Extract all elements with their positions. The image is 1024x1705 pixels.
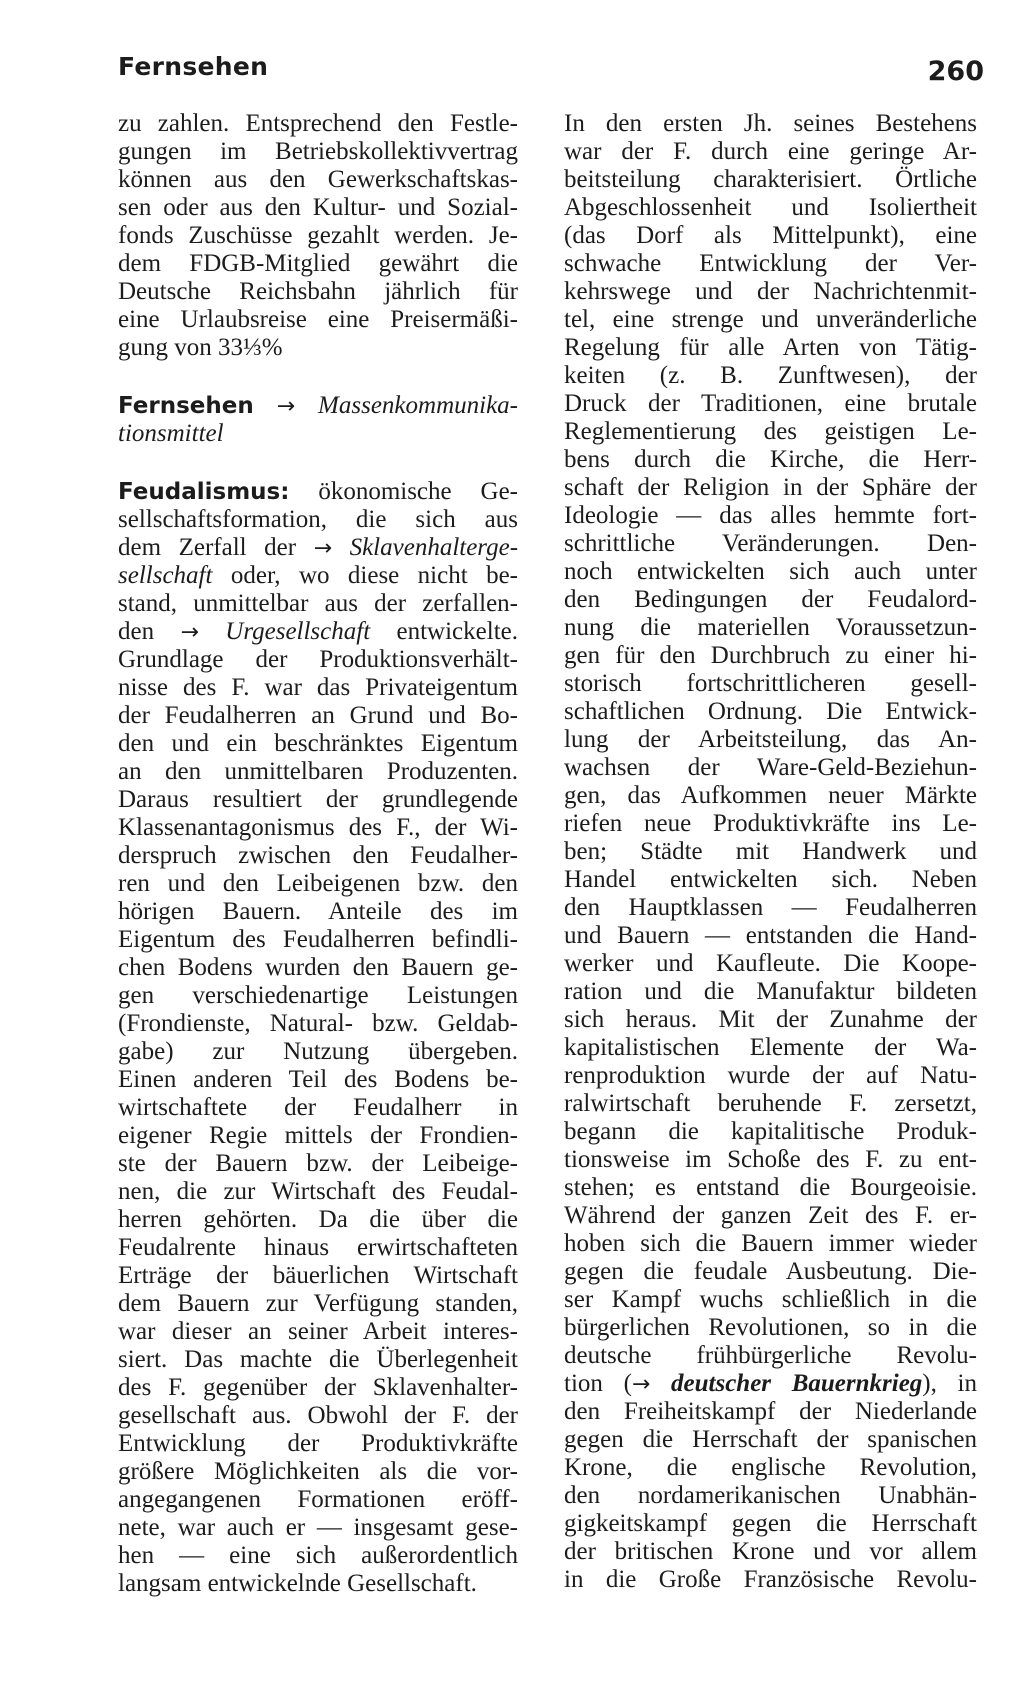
text-line: und Bauern — entstanden die Hand- bbox=[564, 922, 977, 949]
text-line: Daraus resultiert der grundlegende bbox=[118, 786, 518, 813]
entry-line bbox=[118, 478, 518, 506]
text-line: storisch fortschrittlicheren gesell- bbox=[564, 670, 977, 697]
text-line: beitsteilung charakterisiert. Örtliche bbox=[564, 166, 977, 193]
text-line: stand, unmittelbar aus der zerfallen- bbox=[118, 590, 518, 617]
text-line: ren und den Leibeigenen bzw. den bbox=[118, 870, 518, 897]
text-line: Entwicklung der Produktivkräfte bbox=[118, 1430, 518, 1457]
entry-line bbox=[564, 1370, 977, 1398]
text-line: kehrswege und der Nachrichtenmit- bbox=[564, 278, 977, 305]
text-line: größere Möglichkeiten als die vor- bbox=[118, 1458, 518, 1485]
text-line: gesellschaft aus. Obwohl der F. der bbox=[118, 1402, 518, 1429]
text-line: Erträge der bäuerlichen Wirtschaft bbox=[118, 1262, 518, 1289]
text-line: (das Dorf als Mittelpunkt), eine bbox=[564, 222, 977, 249]
text-line: schaft der Religion in der Sphäre der bbox=[564, 474, 977, 501]
entry-feudalismus bbox=[118, 478, 518, 1598]
text-line: ration und die Manufaktur bildeten bbox=[564, 978, 977, 1005]
text-line: eine Urlaubsreise eine Preisermäßi- bbox=[118, 306, 518, 333]
text-line: den Bedingungen der Feudalord- bbox=[564, 586, 977, 613]
text-line: wirtschaftete der Feudalherr in bbox=[118, 1094, 518, 1121]
text-line: den nordamerikanischen Unabhän- bbox=[564, 1482, 977, 1509]
right-column bbox=[564, 110, 977, 1594]
text-line: siert. Das machte die Überlegenheit bbox=[118, 1346, 518, 1373]
text-line: kapitalistischen Elemente der Wa- bbox=[564, 1034, 977, 1061]
text-line: Während der ganzen Zeit des F. er- bbox=[564, 1202, 977, 1229]
text-line: Einen anderen Teil des Bodens be- bbox=[118, 1066, 518, 1093]
text-line: eigener Regie mittels der Frondien- bbox=[118, 1122, 518, 1149]
entry-headword: Fernsehen bbox=[118, 393, 254, 419]
text-line: hoben sich die Bauern immer wieder bbox=[564, 1230, 977, 1257]
text-line: fonds Zuschüsse gezahlt werden. Je- bbox=[118, 222, 518, 249]
continuation-paragraph bbox=[564, 110, 977, 1370]
text-line: tionsweise im Schoße des F. zu ent- bbox=[564, 1146, 977, 1173]
running-head: Fernsehen bbox=[118, 52, 269, 81]
entry-line bbox=[118, 562, 518, 590]
cross-reference-link[interactable]: deutscher Bauernkrieg bbox=[671, 1370, 923, 1397]
text-line: derspruch zwischen den Feudalher- bbox=[118, 842, 518, 869]
text-fragment: dem Zerfall der bbox=[118, 534, 297, 561]
cross-reference-arrow-icon: → bbox=[631, 1372, 651, 1397]
text-line: langsam entwickelnde Gesellschaft. bbox=[118, 1570, 477, 1597]
text-line: Ideologie — das alles hemmte fort- bbox=[564, 502, 977, 529]
text-line: sellschaftsformation, die sich aus bbox=[118, 506, 518, 533]
text-line: gabe) zur Nutzung übergeben. bbox=[118, 1038, 518, 1065]
text-line: der britischen Krone und vor allem bbox=[564, 1538, 977, 1565]
text-line: dem Bauern zur Verfügung standen, bbox=[118, 1290, 518, 1317]
cross-reference-link[interactable]: sellschaft bbox=[118, 562, 213, 589]
text-line: renproduktion wurde der auf Natu- bbox=[564, 1062, 977, 1089]
entry-line bbox=[118, 618, 518, 646]
entry-line bbox=[118, 534, 518, 562]
text-line: gungen im Betriebskollektivvertrag bbox=[118, 138, 518, 165]
text-fragment: entwickelte. bbox=[396, 618, 518, 645]
continuation-paragraph bbox=[564, 1398, 977, 1594]
cross-reference-link[interactable]: Massenkommunika- bbox=[318, 392, 518, 419]
text-line: Klassenantagonismus des F., der Wi- bbox=[118, 814, 518, 841]
text-line: Handel entwickelten sich. Neben bbox=[564, 866, 977, 893]
text-fragment: ökonomische Ge- bbox=[318, 478, 518, 505]
text-line: chen Bodens wurden den Bauern ge- bbox=[118, 954, 518, 981]
text-line: hörigen Bauern. Anteile des im bbox=[118, 898, 518, 925]
text-line: gegen die Herrschaft der spanischen bbox=[564, 1426, 977, 1453]
text-line: gen verschiedenartige Leistungen bbox=[118, 982, 518, 1009]
text-line: deutsche frühbürgerliche Revolu- bbox=[564, 1342, 977, 1369]
page-number: 260 bbox=[927, 56, 984, 87]
text-line: Feudalrente hinaus erwirtschafteten bbox=[118, 1234, 518, 1261]
text-line: nung die materiellen Voraussetzun- bbox=[564, 614, 977, 641]
text-line: hen — eine sich außerordentlich bbox=[118, 1542, 518, 1569]
text-line: sich heraus. Mit der Zunahme der bbox=[564, 1006, 977, 1033]
text-line: Abgeschlossenheit und Isoliertheit bbox=[564, 194, 977, 221]
text-line: der Feudalherren an Grund und Bo- bbox=[118, 702, 518, 729]
text-line: schwache Entwicklung der Ver- bbox=[564, 250, 977, 277]
entry-headword: Feudalismus: bbox=[118, 479, 290, 505]
text-fragment: den bbox=[118, 618, 155, 645]
text-line: bens durch die Kirche, die Herr- bbox=[564, 446, 977, 473]
left-column bbox=[118, 110, 518, 1598]
text-line: lung der Arbeitsteilung, das An- bbox=[564, 726, 977, 753]
text-line: gen für den Durchbruch zu einer hi- bbox=[564, 642, 977, 669]
text-line: war der F. durch eine geringe Ar- bbox=[564, 138, 977, 165]
text-line: Krone, die englische Revolution, bbox=[564, 1454, 977, 1481]
text-line: keiten (z. B. Zunftwesen), der bbox=[564, 362, 977, 389]
text-line: In den ersten Jh. seines Bestehens bbox=[564, 110, 977, 137]
entry-line bbox=[118, 392, 518, 420]
text-fragment: tion ( bbox=[564, 1370, 632, 1397]
text-line: schaftlichen Ordnung. Die Entwick- bbox=[564, 698, 977, 725]
cross-reference-arrow-icon: → bbox=[276, 394, 296, 419]
text-line: werker und Kaufleute. Die Koope- bbox=[564, 950, 977, 977]
text-line: den Hauptklassen — Feudalherren bbox=[564, 894, 977, 921]
text-line: sen oder aus den Kultur- und Sozial- bbox=[118, 194, 518, 221]
cross-reference-link[interactable]: tionsmittel bbox=[118, 420, 224, 447]
text-line: ralwirtschaft beruhende F. zersetzt, bbox=[564, 1090, 977, 1117]
cross-reference-link[interactable]: Urgesellschaft bbox=[225, 618, 371, 645]
text-line: stehen; es entstand die Bourgeoisie. bbox=[564, 1174, 977, 1201]
text-line: Deutsche Reichsbahn jährlich für bbox=[118, 278, 518, 305]
text-line: gung von 33⅓% bbox=[118, 334, 283, 361]
text-line: ser Kampf wuchs schließlich in die bbox=[564, 1286, 977, 1313]
text-line: an den unmittelbaren Produzenten. bbox=[118, 758, 518, 785]
continuation-paragraph bbox=[118, 110, 518, 362]
text-line: ste der Bauern bzw. der Leibeige- bbox=[118, 1150, 518, 1177]
text-line: (Frondienste, Natural- bzw. Geldab- bbox=[118, 1010, 518, 1037]
text-line: Regelung für alle Arten von Tätig- bbox=[564, 334, 977, 361]
text-fragment: ), in bbox=[922, 1370, 977, 1397]
text-line: nete, war auch er — insgesamt gese- bbox=[118, 1514, 518, 1541]
text-line: tel, eine strenge und unveränderliche bbox=[564, 306, 977, 333]
text-line: können aus den Gewerkschaftskas- bbox=[118, 166, 518, 193]
text-line: Eigentum des Feudalherren befindli- bbox=[118, 926, 518, 953]
text-line: den Freiheitskampf der Niederlande bbox=[564, 1398, 977, 1425]
text-line: wachsen der Ware-Geld-Beziehun- bbox=[564, 754, 977, 781]
text-line: Grundlage der Produktionsverhält- bbox=[118, 646, 518, 673]
text-line: nisse des F. war das Privateigentum bbox=[118, 674, 518, 701]
text-line: gigkeitskampf gegen die Herrschaft bbox=[564, 1510, 977, 1537]
text-line: Reglementierung des geistigen Le- bbox=[564, 418, 977, 445]
text-line: den und ein beschränktes Eigentum bbox=[118, 730, 518, 757]
text-line: ben; Städte mit Handwerk und bbox=[564, 838, 977, 865]
text-line: riefen neue Produktivkräfte ins Le- bbox=[564, 810, 977, 837]
cross-reference-link[interactable]: Sklavenhalterge- bbox=[349, 534, 518, 561]
text-line: gegen die feudale Ausbeutung. Die- bbox=[564, 1258, 977, 1285]
text-line: in die Große Französische Revolu- bbox=[564, 1566, 977, 1593]
text-line: des F. gegenüber der Sklavenhalter- bbox=[118, 1374, 518, 1401]
cross-reference-arrow-icon: → bbox=[313, 536, 333, 561]
text-line: Druck der Traditionen, eine brutale bbox=[564, 390, 977, 417]
text-line: war dieser an seiner Arbeit interes- bbox=[118, 1318, 518, 1345]
text-line: angegangenen Formationen eröff- bbox=[118, 1486, 518, 1513]
text-line: zu zahlen. Entsprechend den Festle- bbox=[118, 110, 518, 137]
text-line: gen, das Aufkommen neuer Märkte bbox=[564, 782, 977, 809]
text-line: dem FDGB-Mitglied gewährt die bbox=[118, 250, 518, 277]
text-line: schrittliche Veränderungen. Den- bbox=[564, 530, 977, 557]
cross-reference-arrow-icon: → bbox=[180, 620, 199, 645]
text-line: nen, die zur Wirtschaft des Feudal- bbox=[118, 1178, 518, 1205]
entry-line bbox=[118, 420, 518, 448]
text-line: herren gehörten. Da die über die bbox=[118, 1206, 518, 1233]
text-line: noch entwickelten sich auch unter bbox=[564, 558, 977, 585]
text-fragment: oder, wo diese nicht be- bbox=[230, 562, 518, 589]
text-line: begann die kapitalitische Produk- bbox=[564, 1118, 977, 1145]
entry-body bbox=[118, 646, 518, 1598]
entry-fernsehen bbox=[118, 392, 518, 448]
text-line: bürgerlichen Revolutionen, so in die bbox=[564, 1314, 977, 1341]
